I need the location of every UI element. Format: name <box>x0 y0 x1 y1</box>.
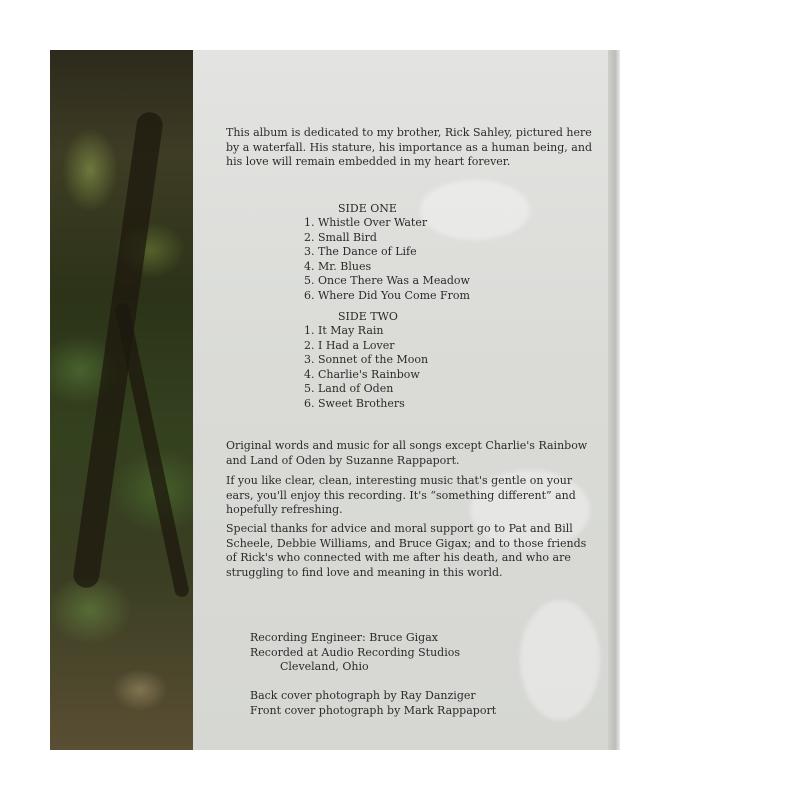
side-two-heading: SIDE TWO <box>338 310 398 323</box>
sleeve-edge <box>608 50 620 750</box>
studio-location: Cleveland, Ohio <box>280 660 369 673</box>
songwriting-note: Original words and music for all songs except Charlie's Rainbow and Land of Oden by Suzanne Rappaport. <box>226 439 588 467</box>
dedication-text: This album is dedicated to my brother, Rick Sahley, pictured here by a waterfall. His stature, his importance as a human being, and his love will remain embedded in my heart forever. <box>226 126 592 168</box>
tree-trunk <box>72 111 165 590</box>
track-item: 5. Land of Oden <box>304 382 394 395</box>
track-item: 2. Small Bird <box>304 230 377 244</box>
track-item: 4. Charlie's Rainbow <box>304 367 420 381</box>
track-item: 1. It May Rain <box>304 324 384 337</box>
back-photo-credit: Back cover photograph by Ray Danziger <box>250 689 476 702</box>
thanks-note: Special thanks for advice and moral support go to Pat and Bill Scheele, Debbie Williams, and Bruce Gigax; and to those friends of Rick's who connected with me after his death, and who are struggling to find love and meaning in this world. <box>226 522 587 579</box>
track-item: 2. I Had a Lover <box>304 338 395 352</box>
track-item: 6. Sweet Brothers <box>304 396 405 410</box>
studio-credit: Recorded at Audio Recording Studios <box>250 645 460 659</box>
track-item: 3. The Dance of Life <box>304 245 417 258</box>
engineer-credit: Recording Engineer: Bruce Gigax <box>250 631 438 644</box>
forest-photo <box>50 50 193 750</box>
side-one-heading: SIDE ONE <box>338 202 397 215</box>
front-photo-credit: Front cover photograph by Mark Rappaport <box>250 703 497 717</box>
track-item: 3. Sonnet of the Moon <box>304 353 429 366</box>
track-item: 4. Mr. Blues <box>304 259 372 273</box>
shrink-wrap-glare <box>420 180 530 240</box>
listening-note: If you like clear, clean, interesting music that's gentle on your ears, you'll enjoy this recording. It's “something different” and hopefully refreshing. <box>226 474 576 516</box>
tree-trunk <box>114 302 190 598</box>
track-item: 1. Whistle Over Water <box>304 216 428 229</box>
track-item: 6. Where Did You Come From <box>304 288 470 302</box>
shrink-wrap-glare <box>520 600 600 720</box>
track-item: 5. Once There Was a Meadow <box>304 274 470 287</box>
